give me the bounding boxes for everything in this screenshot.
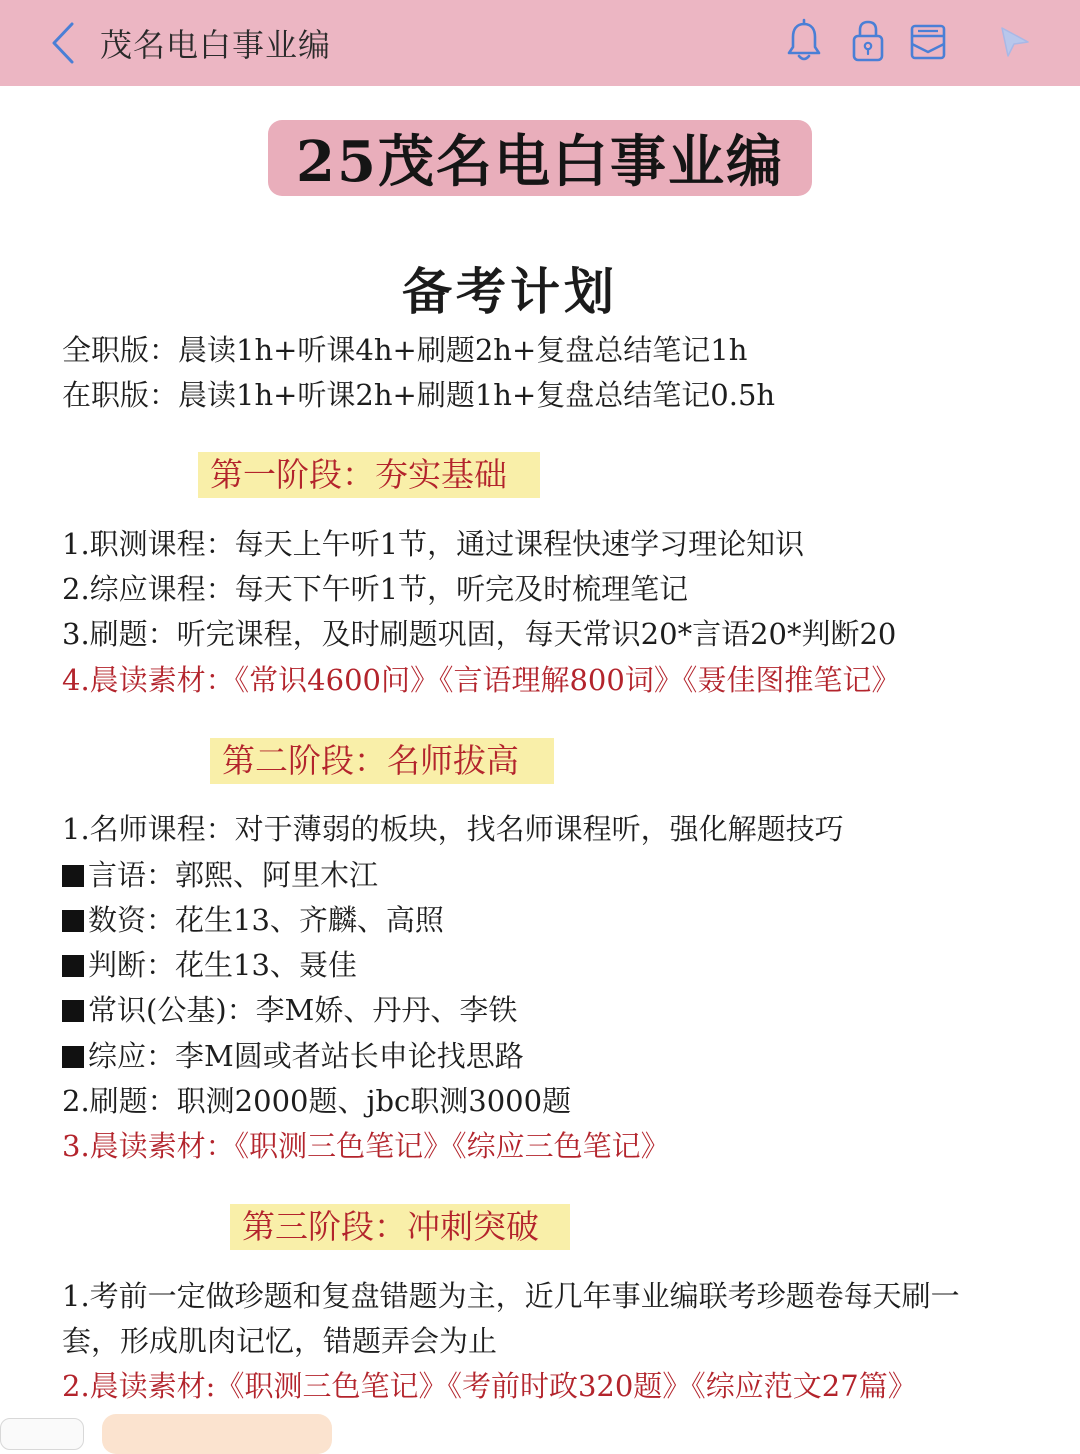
bell-icon <box>784 18 824 64</box>
lock-icon <box>848 18 888 64</box>
fulltime-schedule: 全职版：晨读1h+听课4h+刷题2h+复盘总结笔记1h <box>62 333 748 367</box>
square-bullet-icon <box>62 1046 84 1068</box>
document-title-banner <box>268 120 812 196</box>
stage3-heading: 第三阶段：冲刺突破 <box>230 1204 570 1250</box>
lock-button[interactable] <box>848 18 888 64</box>
square-bullet-icon <box>62 1000 84 1022</box>
top-bar <box>0 0 1080 86</box>
stage1-reading: 4.晨读素材：《常识4600问》《言语理解800词》《聂佳图推笔记》 <box>62 663 901 697</box>
teacher-text: 数资：花生13、齐麟、高照 <box>88 903 444 937</box>
teacher-text: 言语：郭熙、阿里木江 <box>88 858 379 892</box>
stage3-line-1: 1.考前一定做珍题和复盘错题为主，近几年事业编联考珍题卷每天刷一 <box>62 1279 960 1313</box>
mailbox-icon <box>908 18 948 64</box>
parttime-schedule: 在职版：晨读1h+听课2h+刷题1h+复盘总结笔记0.5h <box>62 378 776 412</box>
square-bullet-icon <box>62 955 84 977</box>
teacher-item-essay <box>62 1036 524 1076</box>
app-title: 茂名电白事业编 <box>100 26 332 64</box>
stage2-reading: 3.晨读素材：《职测三色笔记》《综应三色笔记》 <box>62 1129 670 1163</box>
stage1-line-2: 2.综应课程：每天下午听1节，听完及时梳理笔记 <box>62 572 689 606</box>
back-button[interactable] <box>44 18 84 68</box>
stage2-heading: 第二阶段：名师拔高 <box>210 738 554 784</box>
teacher-text: 判断：花生13、聂佳 <box>88 948 357 982</box>
teacher-item-judgement <box>62 945 357 985</box>
teacher-item-knowledge <box>62 990 517 1030</box>
send-arrow-icon <box>994 18 1034 64</box>
teacher-item-quant <box>62 900 444 940</box>
stage2-intro: 1.名师课程：对于薄弱的板块，找名师课程听，强化解题技巧 <box>62 812 844 846</box>
stage1-line-1: 1.职测课程：每天上午听1节，通过课程快速学习理论知识 <box>62 527 805 561</box>
back-chevron-icon <box>44 18 84 68</box>
document-title: 25茂名电白事业编 <box>296 129 784 195</box>
document-subtitle: 备考计划 <box>402 262 618 321</box>
teacher-text: 综应：李M圆或者站长申论找思路 <box>88 1039 524 1073</box>
square-bullet-icon <box>62 910 84 932</box>
stage3-line-2: 套，形成肌肉记忆，错题弄会为止 <box>62 1324 498 1358</box>
teacher-item-verbal <box>62 855 378 895</box>
send-button[interactable] <box>994 18 1034 64</box>
stage1-line-3: 3.刷题：听完课程，及时刷题巩固，每天常识20*言语20*判断20 <box>62 617 897 651</box>
square-bullet-icon <box>62 865 84 887</box>
page-indicator[interactable] <box>0 1418 84 1450</box>
stage3-reading: 2.晨读素材:《职测三色笔记》《考前时政320题》《综应范文27篇》 <box>62 1369 917 1403</box>
stage1-heading: 第一阶段：夯实基础 <box>198 452 540 498</box>
stage2-practice: 2.刷题：职测2000题、jbc职测3000题 <box>62 1084 572 1118</box>
mailbox-button[interactable] <box>908 18 948 64</box>
bottom-chip[interactable] <box>102 1414 332 1454</box>
notification-button[interactable] <box>784 18 824 64</box>
teacher-text: 常识(公基)：李M娇、丹丹、李铁 <box>88 993 518 1027</box>
